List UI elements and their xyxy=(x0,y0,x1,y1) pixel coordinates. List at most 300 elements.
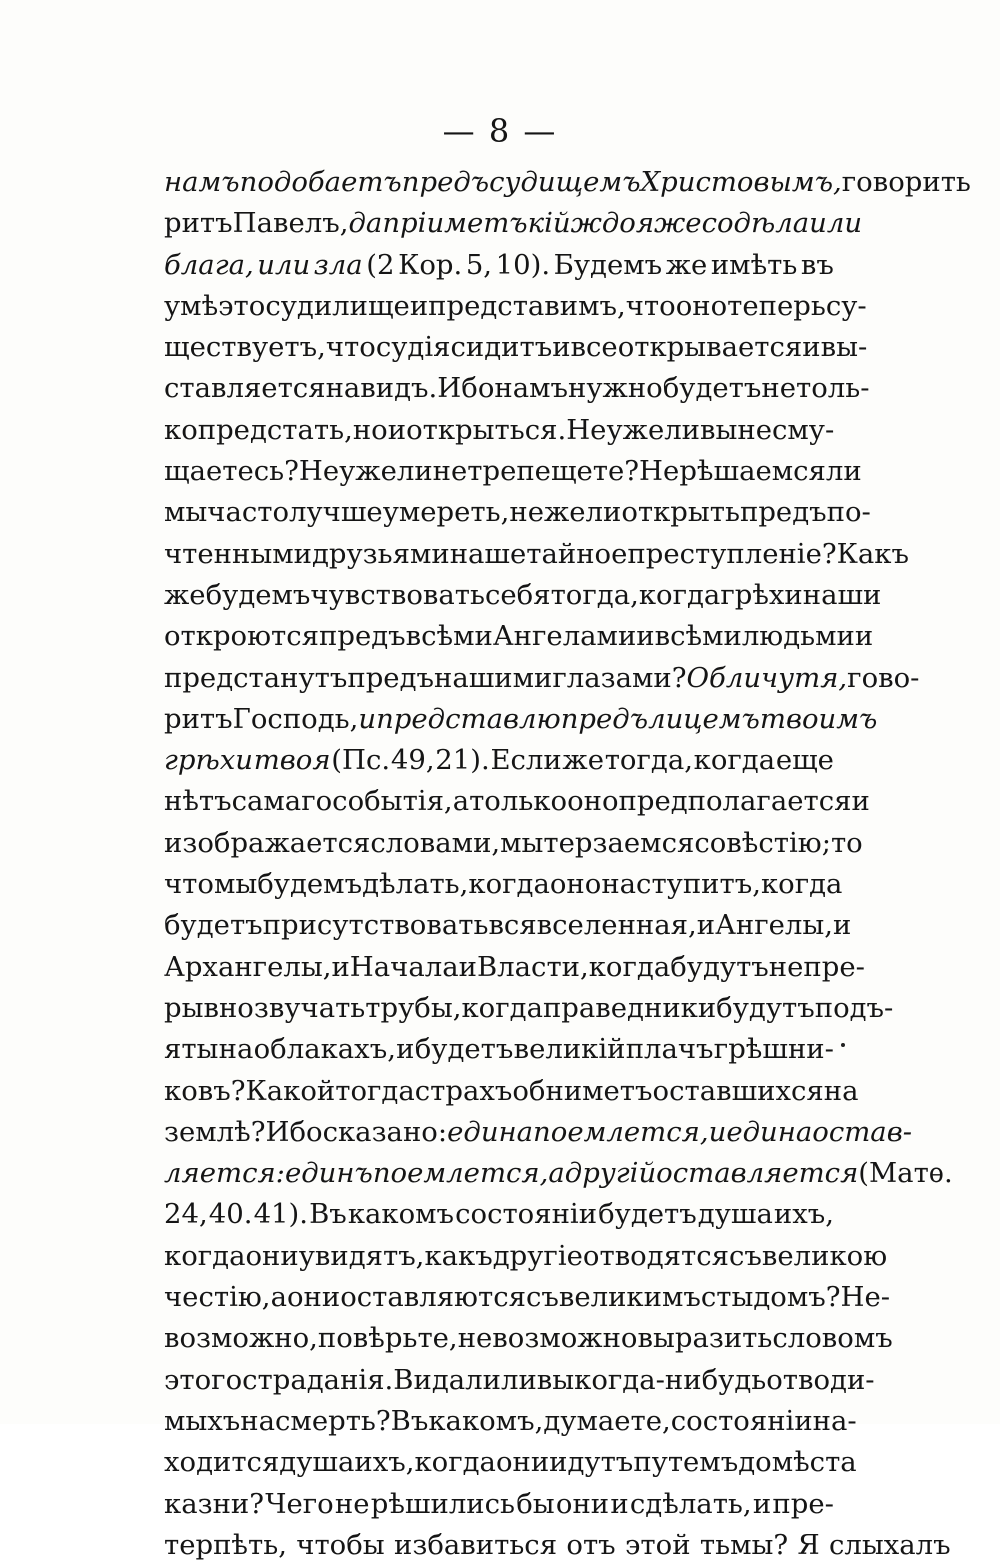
scripture-quote-word: ляется: xyxy=(164,1157,285,1190)
text-word: вселенная, xyxy=(536,909,697,942)
text-word: на xyxy=(325,372,361,405)
text-word: еще xyxy=(775,744,834,777)
text-line xyxy=(164,245,834,286)
text-word: когда-нибудь xyxy=(574,1363,767,1396)
text-word: праведники xyxy=(542,991,717,1024)
text-word: не xyxy=(737,413,772,446)
scripture-quote-word: едина xyxy=(447,1115,534,1148)
text-word: гово- xyxy=(847,661,920,694)
text-word: событія, xyxy=(332,785,453,818)
text-word: нашими xyxy=(434,661,553,694)
text-word: Неужели xyxy=(298,455,433,488)
text-word: идутъ xyxy=(549,1446,634,1479)
text-line xyxy=(164,1112,912,1153)
page-number: — 8 — xyxy=(442,112,558,150)
text-word: увидятъ, xyxy=(298,1239,425,1272)
text-word: страхъ xyxy=(414,1074,513,1107)
text-word: Будемъ xyxy=(553,248,663,281)
text-word: же xyxy=(562,744,604,777)
text-word: вся xyxy=(488,909,537,942)
text-word: землѣ? xyxy=(164,1115,266,1148)
text-word: великимъ xyxy=(558,1281,701,1314)
text-word: сказано: xyxy=(322,1115,448,1148)
text-word: терзаемся xyxy=(543,826,695,859)
text-word: а xyxy=(452,785,470,818)
text-word: нежели xyxy=(509,496,622,529)
text-word: предъ xyxy=(319,620,406,653)
text-line xyxy=(164,781,870,822)
text-word: словами, xyxy=(370,826,501,859)
scripture-quote-word: другій xyxy=(564,1157,657,1190)
text-word: ществуетъ, xyxy=(164,331,326,364)
text-word: повѣрьте, xyxy=(317,1322,458,1355)
text-word: а xyxy=(270,1281,287,1314)
text-word: и xyxy=(636,620,655,653)
text-word: трубы, xyxy=(365,991,462,1024)
text-word: наше xyxy=(449,537,527,570)
text-word: и xyxy=(552,331,571,364)
text-word: состояніи xyxy=(455,1198,598,1231)
text-word: оставшихся xyxy=(652,1074,824,1107)
text-word: дѣлать, xyxy=(362,868,469,901)
text-word: совѣстію; xyxy=(694,826,831,859)
text-line xyxy=(164,1236,888,1277)
text-word: другіе xyxy=(492,1239,583,1272)
text-word: 24, xyxy=(164,1198,208,1231)
text-word: этой xyxy=(625,1528,691,1561)
text-word: и xyxy=(833,909,852,942)
text-word: но xyxy=(352,413,388,446)
scripture-quote-word: содѣла xyxy=(701,207,810,240)
text-word: душа xyxy=(697,1198,773,1231)
text-word: нужно xyxy=(568,372,663,405)
text-word: душа xyxy=(279,1446,355,1479)
text-word: избавиться xyxy=(394,1528,558,1561)
text-line xyxy=(164,1525,951,1566)
text-word: вы- xyxy=(820,331,868,364)
text-word: бы xyxy=(516,1487,555,1520)
scripture-quote-word: предъ xyxy=(401,166,490,198)
text-line xyxy=(164,905,852,946)
scripture-quote-word: зла xyxy=(313,248,363,281)
text-word: Не xyxy=(639,455,680,488)
text-word: грѣхи xyxy=(720,578,803,611)
text-line xyxy=(164,1484,834,1525)
text-word: на- xyxy=(812,1404,857,1437)
text-word: всѣми xyxy=(654,620,742,653)
text-word: открывается xyxy=(617,331,803,364)
text-word: страданія. xyxy=(242,1363,394,1396)
text-word: честію, xyxy=(164,1281,271,1314)
text-line xyxy=(164,1442,857,1483)
scripture-quote-word: едина xyxy=(726,1115,813,1148)
scripture-quote-word: и xyxy=(708,1115,727,1148)
scripture-quote-word: и xyxy=(358,702,377,735)
text-word: предстанутъ xyxy=(164,661,348,694)
text-word: толь- xyxy=(795,372,870,405)
text-word: Въ xyxy=(390,1404,429,1437)
text-word: они xyxy=(245,1239,299,1272)
text-word: Господь, xyxy=(232,702,359,735)
scripture-quote-word: пріиметъ xyxy=(382,207,528,240)
text-word: ходится xyxy=(164,1446,280,1479)
text-word: представимъ, xyxy=(428,289,626,322)
text-word: ихъ, xyxy=(773,1198,834,1231)
text-word: не xyxy=(432,455,468,488)
text-word: судія xyxy=(375,331,451,364)
scripture-quote-word: поемлется, xyxy=(372,1157,549,1190)
text-word: все xyxy=(570,331,618,364)
body-text xyxy=(164,162,971,1566)
text-word: часто xyxy=(207,496,290,529)
text-word: плачъ xyxy=(625,1033,714,1066)
text-word: когда xyxy=(414,1446,496,1479)
text-word: Ибо xyxy=(265,1115,323,1148)
text-word: открыться. xyxy=(406,413,567,446)
text-word: отводятся xyxy=(582,1239,729,1272)
text-word: вы xyxy=(536,1363,575,1396)
text-word: ковъ? xyxy=(164,1074,246,1107)
text-word: слыхалъ xyxy=(829,1528,951,1561)
text-word: оно xyxy=(567,785,619,818)
text-word: тогда, xyxy=(550,578,639,611)
scripture-quote-word: твоимъ xyxy=(759,702,878,735)
text-word: вы xyxy=(700,413,738,446)
text-word: ставляется xyxy=(164,372,326,405)
text-word: предъ xyxy=(739,496,827,529)
text-word: и xyxy=(851,785,870,818)
text-word: будутъ xyxy=(670,950,769,983)
text-word: на xyxy=(823,1074,859,1107)
scripture-quote-word: или xyxy=(257,248,311,281)
text-word: отводи- xyxy=(766,1363,875,1396)
text-word: и xyxy=(387,413,407,446)
text-line xyxy=(164,162,971,203)
text-word: Если xyxy=(490,744,562,777)
text-word: въ xyxy=(800,248,834,281)
text-word: обниметъ xyxy=(512,1074,653,1107)
text-word: предъ xyxy=(347,661,435,694)
text-word: терпѣть, xyxy=(164,1528,287,1561)
text-line xyxy=(164,1277,891,1318)
text-word: изображается xyxy=(164,826,371,859)
text-word: отъ xyxy=(566,1528,616,1561)
text-word: смерть? xyxy=(275,1404,391,1437)
text-word: чтобы xyxy=(296,1528,385,1561)
text-word: Начала xyxy=(349,950,459,983)
text-word: ритъ xyxy=(164,207,233,240)
text-word: Кор. xyxy=(398,248,463,281)
text-word: чтенными xyxy=(164,537,312,570)
text-line xyxy=(164,658,920,699)
text-word: выразить xyxy=(637,1322,773,1355)
text-word: съ xyxy=(728,1239,762,1272)
text-word: (Матѳ. xyxy=(858,1157,953,1190)
scripture-quote-word: а xyxy=(548,1157,565,1190)
text-line xyxy=(164,410,834,451)
text-word: Какой xyxy=(245,1074,336,1107)
text-word: наши xyxy=(802,578,882,611)
text-word: какомъ xyxy=(347,1198,455,1231)
text-word: предстать, xyxy=(197,413,353,446)
text-word: намъ xyxy=(494,372,569,405)
scripture-quote-word: лицемъ xyxy=(648,702,760,735)
text-word: когда xyxy=(760,868,843,901)
text-word: Ангелами xyxy=(492,620,637,653)
text-word: ритъ xyxy=(164,702,233,735)
scripture-quote-word: блага, xyxy=(164,248,254,281)
text-word: и xyxy=(854,620,874,653)
text-word: будетъ xyxy=(164,909,263,942)
scripture-quote-word: да xyxy=(348,207,383,240)
text-word: думаете, xyxy=(543,1404,671,1437)
text-line xyxy=(164,1071,859,1112)
text-word: Павелъ, xyxy=(232,207,349,240)
text-word: нѣтъ xyxy=(164,785,232,818)
text-word: возможно, xyxy=(164,1322,318,1355)
text-word: мыхъ xyxy=(164,1404,241,1437)
text-word: рѣшились xyxy=(370,1487,516,1520)
text-line xyxy=(164,1401,857,1442)
text-word: самаго xyxy=(231,785,333,818)
text-word: су- xyxy=(825,289,867,322)
text-word: путемъ xyxy=(633,1446,739,1479)
text-word: состояніи xyxy=(670,1404,813,1437)
scripture-quote-word: единъ xyxy=(284,1157,373,1190)
text-word: великою xyxy=(761,1239,888,1272)
text-word: умереть, xyxy=(382,496,510,529)
scripture-quote-word: Христовымъ, xyxy=(640,166,842,198)
text-line xyxy=(164,616,874,657)
text-word: звучать xyxy=(253,991,366,1024)
scripture-quote-word: кійждо xyxy=(527,207,636,240)
text-word: же xyxy=(665,248,708,281)
text-word: рѣшаемся xyxy=(679,455,826,488)
scripture-quote-word: яже xyxy=(635,207,702,240)
scripture-quote-word: грѣхи xyxy=(164,744,253,777)
text-word: когда xyxy=(588,950,671,983)
text-word: 49, xyxy=(390,744,435,777)
text-word: Въ xyxy=(309,1198,347,1231)
text-line xyxy=(164,1194,834,1235)
text-word: облакахъ, xyxy=(253,1033,396,1066)
text-word: что xyxy=(625,289,676,322)
text-word: людьми xyxy=(741,620,855,653)
text-word: ли xyxy=(825,455,862,488)
text-word: Я xyxy=(797,1528,820,1561)
text-word: ко xyxy=(164,413,198,446)
text-word: Власти, xyxy=(476,950,589,983)
text-word: они xyxy=(286,1281,341,1314)
text-word: и xyxy=(752,1487,772,1520)
text-line xyxy=(164,575,882,616)
text-word: открыть xyxy=(621,496,740,529)
text-word: и xyxy=(458,950,477,983)
text-word: и xyxy=(409,289,429,322)
text-line xyxy=(164,823,863,864)
text-word: присутствовать xyxy=(262,909,489,942)
text-word: чувствовать xyxy=(310,578,485,611)
text-word: мы xyxy=(213,868,258,901)
text-line xyxy=(164,947,865,988)
text-word: умѣ xyxy=(164,289,219,322)
scripture-quote-word: предъ xyxy=(560,702,649,735)
text-word: не xyxy=(761,372,796,405)
text-line xyxy=(164,988,894,1029)
text-word: казни? xyxy=(164,1487,264,1520)
text-word: 10). xyxy=(495,248,551,281)
text-word: Какъ xyxy=(836,537,909,570)
text-word: наступитъ, xyxy=(601,868,761,901)
text-word: 21). xyxy=(435,744,490,777)
text-word: и xyxy=(610,1487,629,1520)
text-line xyxy=(164,451,862,492)
scripture-quote-word: остав- xyxy=(812,1115,912,1148)
text-word: 41). xyxy=(253,1198,309,1231)
text-word: Ибо xyxy=(437,372,495,405)
text-word: когда xyxy=(468,868,550,901)
text-word: оно xyxy=(549,868,602,901)
scripture-quote-word: оставляется xyxy=(656,1157,859,1190)
text-word: по- xyxy=(826,496,871,529)
text-word: Видали xyxy=(393,1363,501,1396)
scripture-quote-word: подобаетъ xyxy=(239,166,402,198)
text-word: Не- xyxy=(840,1281,891,1314)
text-word: Ангелы, xyxy=(715,909,833,942)
text-word: когда xyxy=(638,578,721,611)
text-word: и xyxy=(696,909,716,942)
text-word: предполагается xyxy=(618,785,852,818)
text-word: рывно xyxy=(164,991,254,1024)
scripture-quote-word: представлю xyxy=(376,702,561,735)
text-word: будемъ xyxy=(257,868,363,901)
text-word: лучше xyxy=(289,496,383,529)
text-word: имѣть xyxy=(710,248,798,281)
text-word: будетъ xyxy=(662,372,762,405)
text-word: 5, xyxy=(465,248,493,281)
text-word: и xyxy=(802,331,821,364)
text-word: этого xyxy=(164,1363,243,1396)
text-line xyxy=(164,1360,875,1401)
text-word: судилище xyxy=(265,289,410,322)
text-word: съ xyxy=(525,1281,559,1314)
text-line xyxy=(164,492,871,533)
text-line xyxy=(164,864,843,905)
text-word: мѣста xyxy=(771,1446,857,1479)
text-word: когда xyxy=(164,1239,246,1272)
scripture-quote-word: или xyxy=(809,207,863,240)
text-word: что xyxy=(164,868,214,901)
text-word: и xyxy=(396,1033,415,1066)
text-word: Чего xyxy=(265,1487,334,1520)
text-line xyxy=(164,327,868,368)
text-word: и xyxy=(331,950,350,983)
text-line xyxy=(164,534,909,575)
text-word: до xyxy=(738,1446,772,1479)
text-word: теперь xyxy=(727,289,826,322)
text-word: преступленіе? xyxy=(627,537,837,570)
text-word: ихъ, xyxy=(354,1446,415,1479)
text-word: же xyxy=(164,578,206,611)
text-word: 40. xyxy=(208,1198,253,1231)
text-word: стыдомъ? xyxy=(700,1281,841,1314)
text-word: друзьями xyxy=(311,537,450,570)
scripture-quote-word: поемлется, xyxy=(533,1115,709,1148)
scripture-quote-word: намъ xyxy=(164,166,240,198)
text-line xyxy=(164,1029,834,1070)
text-word: видъ. xyxy=(360,372,438,405)
text-word: сидитъ xyxy=(450,331,553,364)
text-word: не xyxy=(334,1487,370,1520)
scripture-quote-word: тя, xyxy=(794,661,848,694)
text-word: тогда xyxy=(335,1074,415,1107)
text-word: мы xyxy=(164,496,208,529)
text-line xyxy=(164,699,878,740)
text-word: (Пс. xyxy=(331,744,391,777)
text-word: тьмы? xyxy=(699,1528,789,1561)
text-word: щаетесь? xyxy=(164,455,299,488)
text-word: яты xyxy=(164,1033,219,1066)
text-word: великій xyxy=(513,1033,626,1066)
text-word: себя xyxy=(484,578,551,611)
text-word: Неужели xyxy=(566,413,701,446)
text-word: то xyxy=(830,826,863,859)
text-line xyxy=(164,1318,893,1359)
text-line xyxy=(164,286,867,327)
text-word: грѣшни- xyxy=(713,1033,834,1066)
text-word: на xyxy=(240,1404,276,1437)
text-word: когда xyxy=(693,744,776,777)
scripture-quote-word: твоя xyxy=(253,744,331,777)
text-line xyxy=(164,368,870,409)
text-word: трепещете? xyxy=(467,455,640,488)
text-word: Архангелы, xyxy=(164,950,332,983)
text-word: говорить xyxy=(841,166,971,198)
text-line xyxy=(164,740,834,781)
text-word: будутъ xyxy=(716,991,815,1024)
text-word: оно xyxy=(675,289,728,322)
print-speck xyxy=(841,1043,845,1047)
text-line xyxy=(164,203,863,244)
text-word: какомъ, xyxy=(428,1404,544,1437)
text-word: тайное xyxy=(526,537,628,570)
text-word: мы xyxy=(500,826,544,859)
text-word: что xyxy=(325,331,376,364)
text-word: глазами? xyxy=(552,661,687,694)
text-line xyxy=(164,1153,953,1194)
text-word: оставляются xyxy=(340,1281,526,1314)
text-word: пре- xyxy=(772,1487,834,1520)
text-word: когда xyxy=(461,991,543,1024)
text-word: всѣми xyxy=(405,620,493,653)
text-word: только xyxy=(469,785,568,818)
scripture-quote-word: Обличу xyxy=(686,661,795,694)
text-word: будетъ xyxy=(598,1198,697,1231)
text-word: на xyxy=(218,1033,254,1066)
text-word: ли xyxy=(500,1363,537,1396)
text-word: (2 xyxy=(366,248,395,281)
text-word: это xyxy=(218,289,266,322)
text-word: они xyxy=(555,1487,610,1520)
scripture-quote-word: судищемъ xyxy=(489,166,641,198)
text-word: сдѣлать, xyxy=(629,1487,752,1520)
text-word: они xyxy=(495,1446,550,1479)
text-word: словомъ xyxy=(772,1322,893,1355)
text-word: невозможно xyxy=(457,1322,638,1355)
text-word: будетъ xyxy=(414,1033,514,1066)
text-word: откроются xyxy=(164,620,320,653)
text-word: будемъ xyxy=(205,578,311,611)
